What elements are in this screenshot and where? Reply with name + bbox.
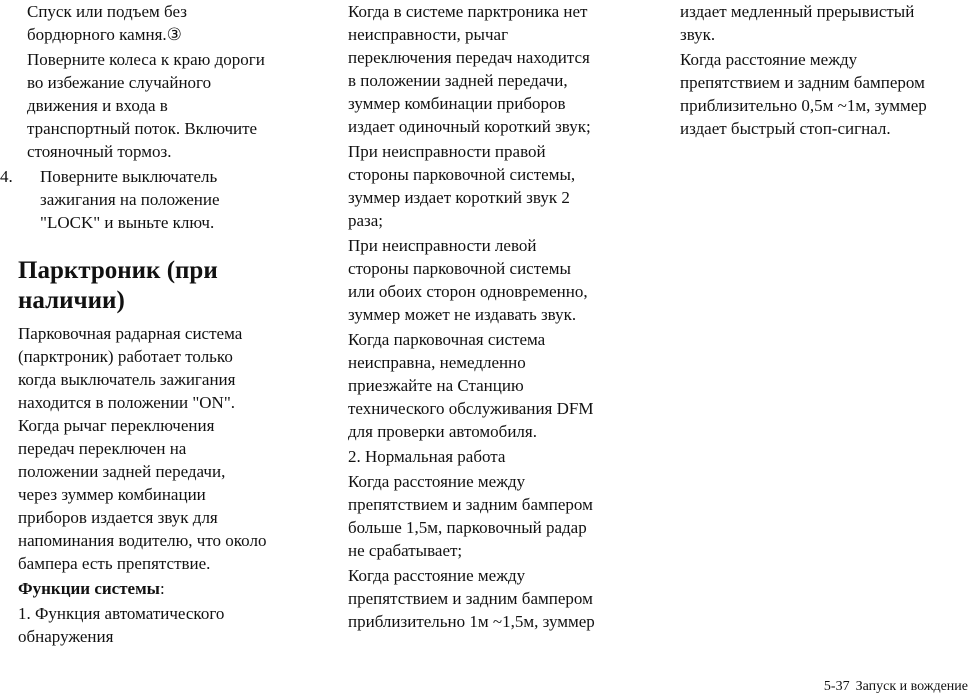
paragraph-turn-wheels: Поверните колеса к краю дороги во избежание случайного движения и входа в транспортный поток. Включите стояночный тормоз. [27,50,265,161]
paragraph-curb-slope: Спуск или подъем без бордюрного камня.③ [27,2,187,44]
page-footer [824,678,968,696]
paragraph-no-fault: Когда в системе парктроника нет неисправности, рычаг переключения передач находится в положении задней передачи, зуммер комбинации приборов издает одиночный короткий звук; [348,2,591,136]
paragraph-distance-0-5-1m: Когда расстояние между препятствием и задним бампером приблизительно 0,5м ~1м, зуммер издает быстрый стоп-сигнал. [680,50,927,138]
paragraph-service-station: Когда парковочная система неисправна, немедленно приезжайте на Станцию технического обслуживания DFM для проверки автомобиля. [348,330,594,441]
chapter-title: Запуск и вождение [855,679,968,694]
paragraph-distance-1-1-5m: Когда расстояние между препятствием и задним бампером приблизительно 1м ~1,5м, зуммер [348,566,595,631]
item-text: Поверните выключатель зажигания на положение "LOCK" и выньте ключ. [40,167,220,232]
paragraph-parktronic-intro: Парковочная радарная система (парктроник) работает только когда выключатель зажигания находится в положении "ON". Когда рычаг переключения передач переключен на положении задней передачи, через зуммер комбинации приборов издается звук для напоминания водителю, что около бампера есть препятствие. [18,324,267,573]
text-column-left [0,0,338,650]
section-heading: Парктроник (при наличии) [18,257,218,314]
functions-label: Функции системы [18,579,160,598]
page-number: 5-37 [823,679,850,694]
paragraph-slow-beep: издает медленный прерывистый звук. [680,2,915,44]
paragraph-distance-over-1-5m: Когда расстояние между препятствием и задним бампером больше 1,5м, парковочный радар не срабатывает; [348,472,593,560]
paragraph-right-fault: При неисправности правой стороны парковочной системы, зуммер издает короткий звук 2 раза; [348,142,576,230]
paragraph-functions [18,577,338,600]
paragraph-left-fault: При неисправности левой стороны парковочной системы или обоих сторон одновременно, зуммер может не издавать звук. [348,236,588,324]
numbered-item-4 [0,165,338,234]
text-column-middle [348,0,648,635]
item-number: 4. [0,167,13,186]
paragraph-auto-detection: 1. Функция автоматического обнаружения [18,604,225,646]
text-column-right [680,0,972,142]
paragraph-normal-operation: 2. Нормальная работа [348,447,506,466]
functions-colon: : [159,579,165,598]
